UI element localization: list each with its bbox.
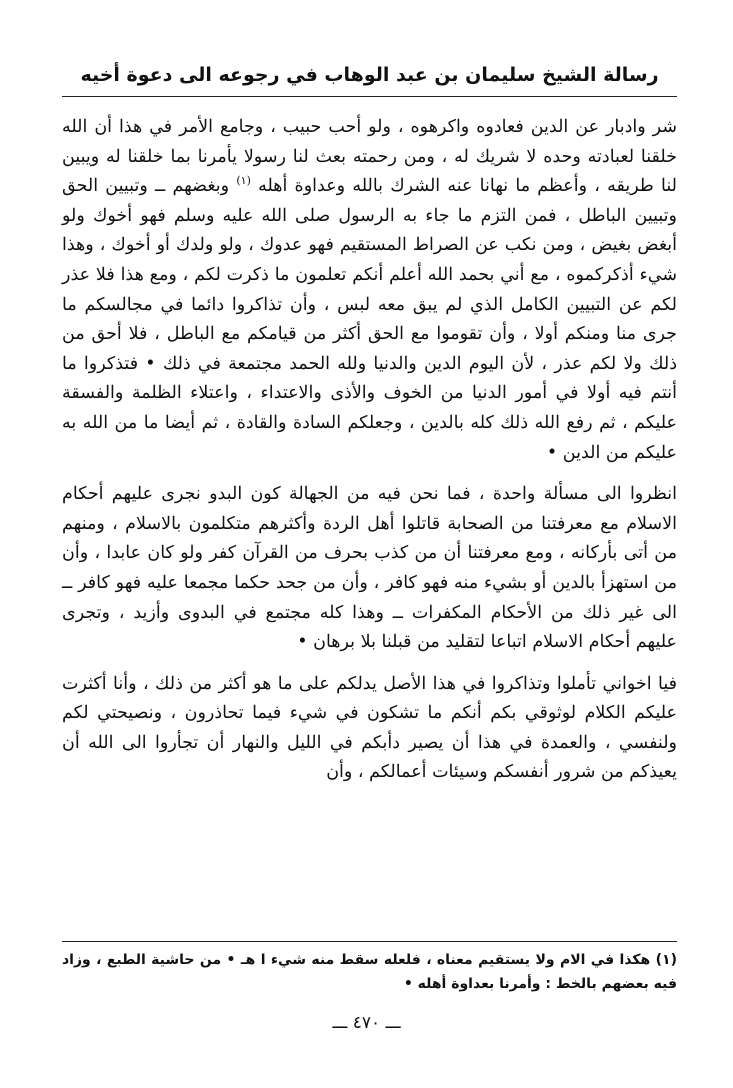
footnote-divider <box>62 941 677 942</box>
paragraph-2: انظروا الى مسألة واحدة ، فما نحن فيه من الجهالة كون البدو نجرى عليهم أحكام الاسلام مع معرفتنا من الصحابة قاتلوا أهل الردة وأكثرهم متكلمون بالاسلام ، ومنهم من أتى بأركانه ، ومع معرفتنا أن من كذب بحرف من القرآن كفر ولو كان عابدا ، وأن من استهزأ بالدين أو بشيء منه فهو كافر ، وأن من جحد حكما مجمعا عليه فهو كافر ــ الى غير ذلك من الأحكام المكفرات ــ وهذا كله مجتمع في البدوى وأزيد ، وتجرى عليهم أحكام الاسلام اتباعا لتقليد من قبلنا بلا برهان • <box>62 484 677 653</box>
page-number: ـــ ٤٧٠ ـــ <box>332 1013 401 1033</box>
paragraph-1 <box>62 113 677 468</box>
footnote: (١) هكذا في الام ولا يستقيم معناه ، فلعله سقط منه شيء ا هـ • من حاشية الطبع ، وزاد فيه بعضهم بالخط : وأمرنا بعداوة أهله • <box>62 952 677 992</box>
paragraph-3: فيا اخواني تأملوا وتذاكروا في هذا الأصل يدلكم على ما هو أكثر من ذلك ، وأنا أكثرت عليكم الكلام لوثوقي بكم أنكم ما تشكون في شيء فيما تحاذرون ، ونصيحتي لكم ولنفسي ، والعمدة في هذا أن يصير دأبكم في الليل والنهار أن تجأروا الى الله أن يعيذكم من شرور أنفسكم وسيئات أعمالكم ، وأن <box>62 673 677 783</box>
header-divider <box>62 96 677 97</box>
running-head-title: رسالة الشيخ سليمان بن عبد الوهاب في رجوعه الى دعوة أخيه <box>80 64 659 86</box>
main-text <box>62 113 677 788</box>
paragraph-1-continuation: وبغضهم ــ وتبيين الحق وتبيين الباطل ، فمن التزم ما جاء به الرسول صلى الله عليه وسلم فهو أخوك ولو أبغض بغيض ، ومن نكب عن الصراط المستقيم فهو عدوك ، ولو ولدك أو أخوك ، وهذا شيء أذكركموه ، مع أني بحمد الله أعلم أنكم تعلمون ما ذكرت لكم ، ومع هذا فلا عذر لكم عن التبيين الكامل الذي لم يبق معه لبس ، وأن تذاكروا دائما في مجالسكم ما جرى منا ومنكم أولا ، وأن تقوموا مع الحق أكثر من قيامكم مع الباطل ، فلا أحق من ذلك ولا لكم عذر ، لأن اليوم الدين والدنيا ولله الحمد مجتمعة في ذلك • فتذكروا ما أنتم فيه أولا في أمور الدنيا من الخوف والأذى والاعتداء ، واعتلاء الظلمة والفسقة عليكم ، ثم رفع الله ذلك كله بالدين ، وجعلكم السادة والقادة ، ثم أيضا ما من الله به عليكم من الدين • <box>62 176 677 463</box>
footnote-reference[interactable]: (١) <box>236 174 251 188</box>
paragraph-1-text: شر وادبار عن الدين فعادوه واكرهوه ، ولو أحب حبيب ، وجامع الأمر في هذا أن الله خلقنا لعبادته وحده لا شريك له ، ومن رحمته بعث لنا رسولا يأمرنا بما خلقنا له ويبين لنا طريقه ، وأعظم ما نهانا عنه الشرك بالله وعداوة أهله <box>62 117 677 197</box>
